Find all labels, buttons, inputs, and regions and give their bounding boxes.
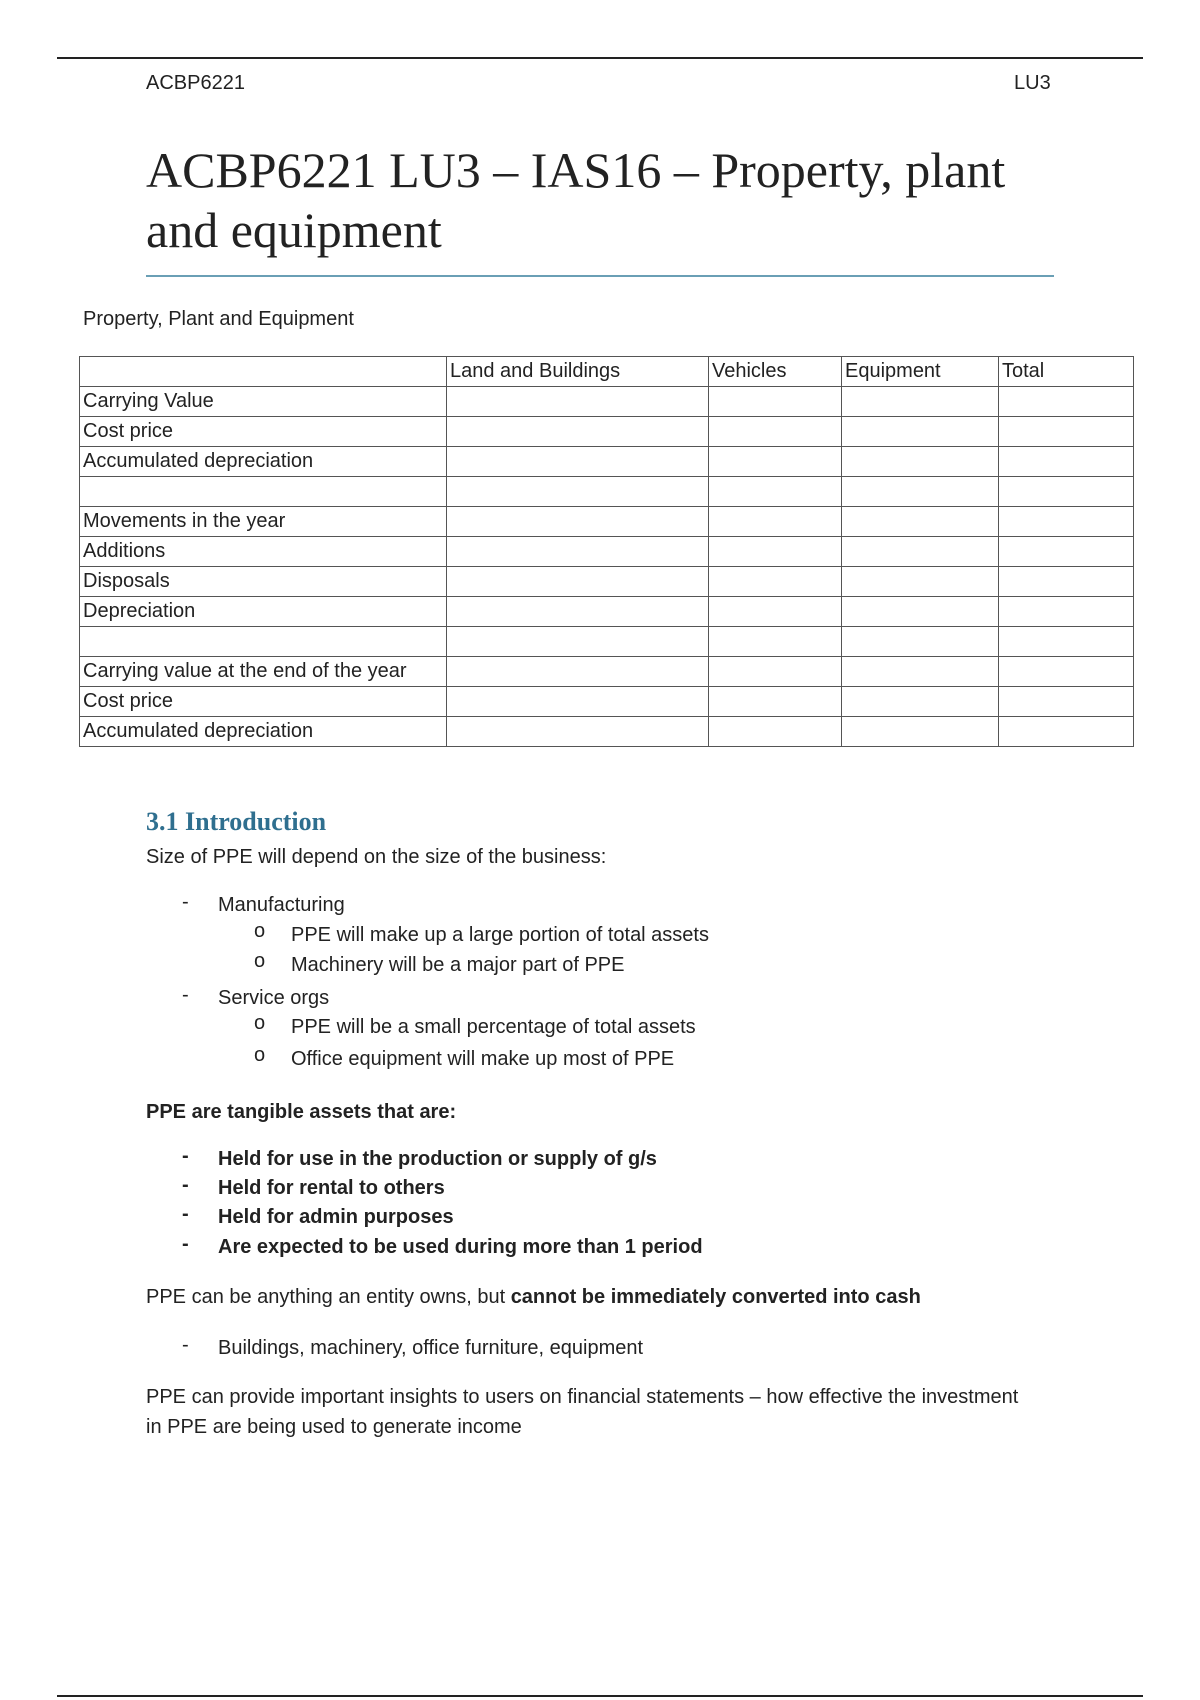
row-label: Cost price bbox=[80, 417, 447, 447]
list-item: Manufacturing bbox=[218, 894, 345, 916]
list-item: Held for rental to others bbox=[218, 1177, 445, 1199]
row-label: Accumulated depreciation bbox=[80, 447, 447, 477]
anything-text: PPE can be anything an entity owns, but bbox=[146, 1286, 511, 1308]
list-item: Office equipment will make up most of PPE bbox=[291, 1048, 675, 1070]
table-header-cell bbox=[80, 357, 447, 387]
insights-paragraph: PPE can provide important insights to users on financial statements – how effective the investment in PPE are being used to generate income bbox=[146, 1386, 1019, 1438]
header-course-code: ACBP6221 bbox=[146, 72, 245, 94]
table-row bbox=[80, 387, 1134, 417]
dash-bullet: - bbox=[182, 1145, 189, 1167]
table-header-cell: Total bbox=[999, 357, 1134, 387]
page-title: ACBP6221 LU3 – IAS16 – Property, plant and equipment bbox=[146, 142, 1006, 258]
table-row bbox=[80, 687, 1134, 717]
footer-rule bbox=[57, 1695, 1143, 1697]
list-item: Are expected to be used during more than 1 period bbox=[218, 1236, 703, 1258]
circle-bullet: o bbox=[254, 1012, 266, 1034]
row-label: Additions bbox=[80, 537, 447, 567]
section-heading: 3.1 Introduction bbox=[146, 807, 327, 836]
ppe-table bbox=[79, 356, 1134, 747]
list-item: Machinery will be a major part of PPE bbox=[291, 954, 625, 976]
list-item: Held for use in the production or supply of g/s bbox=[218, 1148, 657, 1170]
anything-bold-text: cannot be immediately converted into cash bbox=[510, 1286, 921, 1308]
definition-lead: PPE are tangible assets that are: bbox=[146, 1101, 457, 1123]
circle-bullet: o bbox=[254, 1044, 266, 1066]
circle-bullet: o bbox=[254, 920, 266, 942]
anything-paragraph bbox=[146, 1282, 1046, 1312]
header-unit: LU3 bbox=[1014, 72, 1051, 94]
dash-bullet: - bbox=[182, 1174, 189, 1196]
row-label: Movements in the year bbox=[80, 507, 447, 537]
table-header-cell: Equipment bbox=[842, 357, 999, 387]
row-label: Cost price bbox=[80, 687, 447, 717]
table-row bbox=[80, 627, 1134, 657]
row-label bbox=[80, 477, 447, 507]
title-underline bbox=[146, 275, 1054, 277]
table-header-cell: Land and Buildings bbox=[447, 357, 709, 387]
table-row bbox=[80, 447, 1134, 477]
circle-bullet: o bbox=[254, 950, 266, 972]
list-item: Held for admin purposes bbox=[218, 1206, 454, 1228]
table-row bbox=[80, 477, 1134, 507]
row-label bbox=[80, 627, 447, 657]
dash-bullet: - bbox=[182, 891, 189, 913]
row-label: Carrying value at the end of the year bbox=[80, 657, 447, 687]
table-row bbox=[80, 717, 1134, 747]
list-item: PPE will be a small percentage of total assets bbox=[291, 1016, 696, 1038]
dash-bullet: - bbox=[182, 1233, 189, 1255]
row-label: Accumulated depreciation bbox=[80, 717, 447, 747]
table-caption: Property, Plant and Equipment bbox=[83, 308, 354, 330]
header-rule bbox=[57, 57, 1143, 59]
table-row bbox=[80, 507, 1134, 537]
list-item: Service orgs bbox=[218, 987, 330, 1009]
dash-bullet: - bbox=[182, 1203, 189, 1225]
table-row bbox=[80, 657, 1134, 687]
list-item: PPE will make up a large portion of total assets bbox=[291, 924, 709, 946]
row-label: Disposals bbox=[80, 567, 447, 597]
row-label: Carrying Value bbox=[80, 387, 447, 417]
intro-lead: Size of PPE will depend on the size of the business: bbox=[146, 846, 607, 868]
table-row bbox=[80, 597, 1134, 627]
table-header-row bbox=[80, 357, 1134, 387]
dash-bullet: - bbox=[182, 1334, 189, 1356]
row-label: Depreciation bbox=[80, 597, 447, 627]
table-row bbox=[80, 417, 1134, 447]
list-item: Buildings, machinery, office furniture, equipment bbox=[218, 1337, 644, 1359]
table-row bbox=[80, 537, 1134, 567]
table-row bbox=[80, 567, 1134, 597]
dash-bullet: - bbox=[182, 984, 189, 1006]
table-header-cell: Vehicles bbox=[709, 357, 842, 387]
